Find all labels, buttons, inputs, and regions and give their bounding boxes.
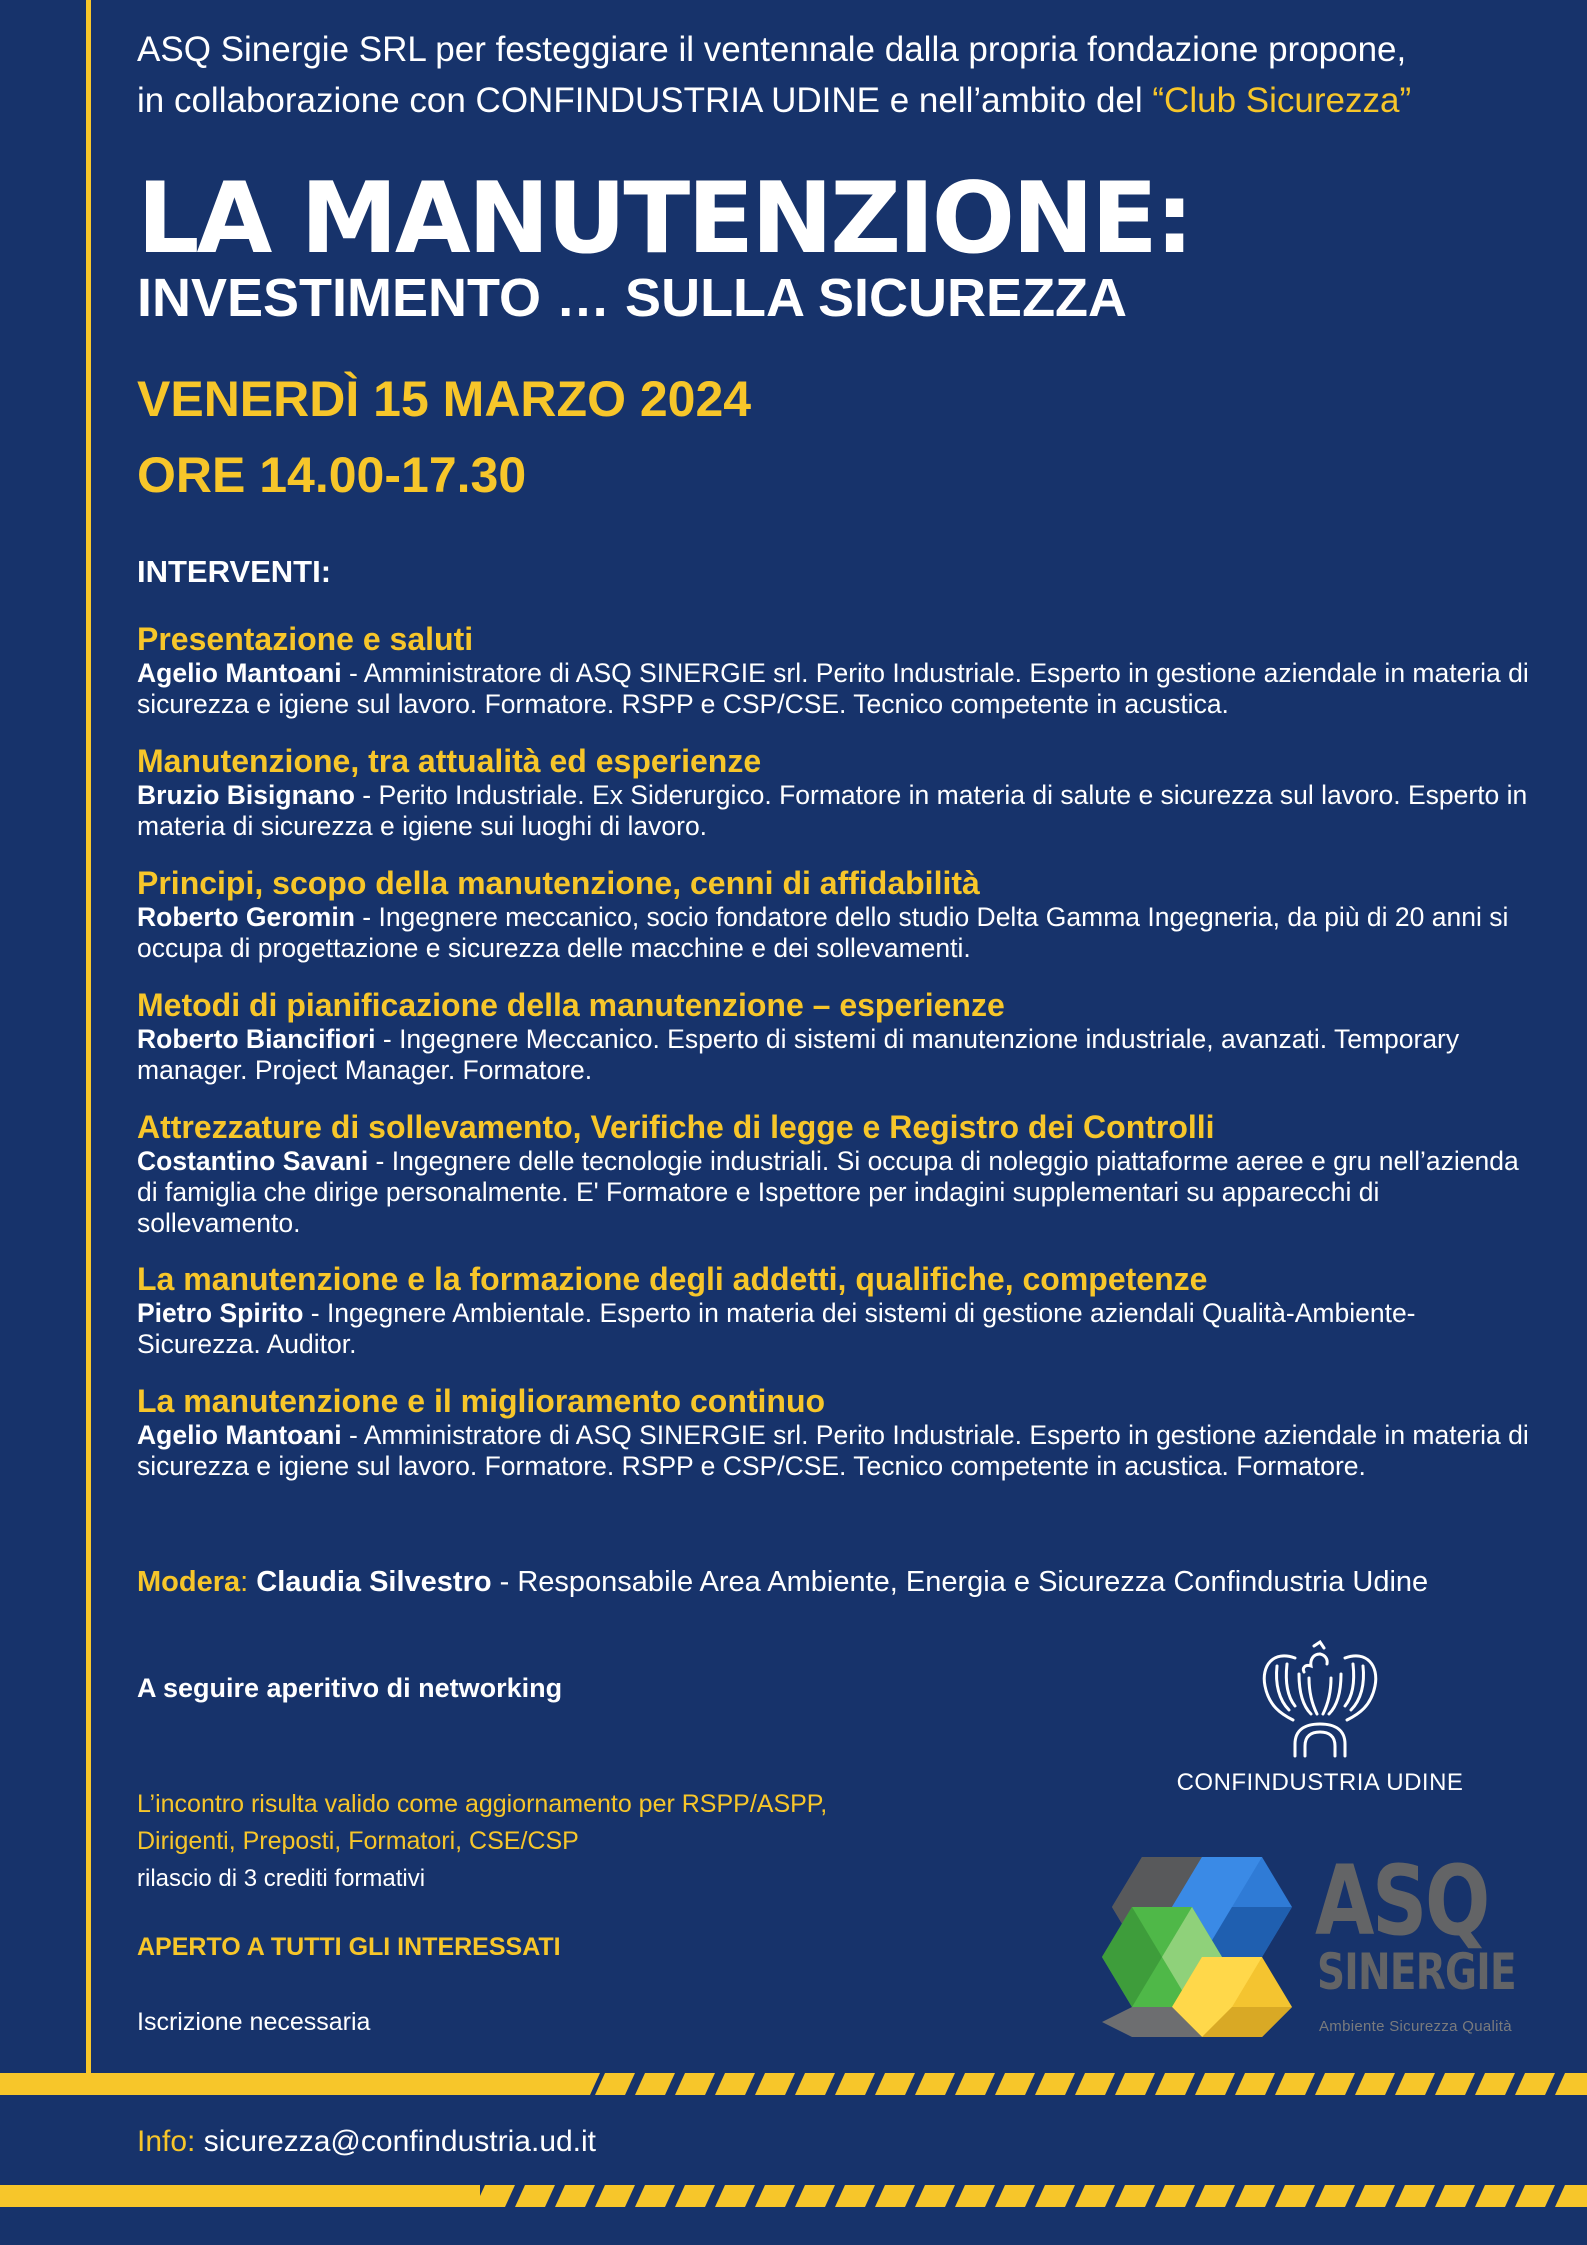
interventi-heading: INTERVENTI:	[137, 554, 332, 589]
talk-title: Metodi di pianificazione della manutenzione – esperienze	[137, 987, 1005, 1023]
speaker-name: Roberto Geromin	[137, 902, 355, 932]
talk-description	[137, 658, 1537, 720]
speaker-bio: - Ingegnere meccanico, socio fondatore dello studio Delta Gamma Ingegneria, da più di 20 anni si occupa di progettazione e sicurezza delle macchine e dei sollevamenti.	[137, 902, 1509, 963]
moderator-name: Claudia Silvestro	[256, 1566, 492, 1598]
intro-text	[137, 24, 1537, 126]
moderator-label: Modera	[137, 1566, 241, 1598]
confindustria-logo	[1170, 1640, 1470, 1820]
validity-note	[137, 1786, 937, 1860]
credits-note: rilascio di 3 crediti formativi	[137, 1865, 426, 1892]
hexagon-cubes-icon	[1102, 1857, 1302, 2037]
validity-line-2: Dirigenti, Preposti, Formatori, CSE/CSP	[137, 1827, 579, 1855]
intro-line-2-text: in collaborazione con CONFINDUSTRIA UDINE e nell’ambito del	[137, 81, 1153, 120]
talk-item	[137, 1260, 1537, 1382]
talk-description	[137, 1024, 1537, 1086]
speaker-bio: - Ingegnere Meccanico. Esperto di sistemi di manutenzione industriale, avanzati. Temporary manager. Project Manager. Formatore.	[137, 1024, 1460, 1085]
registration-note: Iscrizione necessaria	[137, 2008, 371, 2036]
talk-item	[137, 986, 1537, 1108]
moderator-colon: :	[240, 1566, 257, 1598]
sinergie-logo-text: SINERGIE	[1317, 1943, 1516, 2001]
info-line	[137, 2122, 596, 2162]
asq-tagline: Ambiente Sicurezza Qualità	[1319, 2018, 1512, 2035]
hazard-stripe-top	[0, 2073, 1587, 2095]
speaker-name: Agelio Mantoani	[137, 658, 342, 688]
hazard-stripe-bottom	[0, 2185, 1587, 2207]
talk-item	[137, 1382, 1537, 1534]
speaker-name: Pietro Spirito	[137, 1298, 304, 1328]
moderator-role: - Responsabile Area Ambiente, Energia e Sicurezza Confindustria Udine	[491, 1566, 1429, 1598]
asq-sinergie-logo	[1100, 1845, 1550, 2045]
speaker-bio: - Amministratore di ASQ SINERGIE srl. Perito Industriale. Esperto in gestione aziendale in materia di sicurezza e igiene sul lavoro. Formatore. RSPP e CSP/CSE. Tecnico competente in acustica. Formatore.	[137, 1420, 1529, 1481]
networking-note: A seguire aperitivo di networking	[137, 1673, 563, 1703]
talk-title: La manutenzione e il miglioramento continuo	[137, 1383, 826, 1419]
asq-logo-text: ASQ	[1315, 1845, 1488, 1957]
club-sicurezza-highlight: “Club Sicurezza”	[1152, 81, 1412, 120]
speaker-name: Costantino Savani	[137, 1146, 369, 1176]
talk-description	[137, 1420, 1537, 1482]
talk-description	[137, 780, 1537, 842]
validity-line-1: L’incontro risulta valido come aggiornamento per RSPP/ASPP,	[137, 1790, 828, 1818]
talk-description	[137, 902, 1537, 964]
talk-item	[137, 1108, 1537, 1260]
open-to-all-note: APERTO A TUTTI GLI INTERESSATI	[137, 1933, 561, 1961]
event-title: LA MANUTENZIONE:	[137, 162, 1192, 276]
left-accent-line	[86, 0, 91, 2078]
talk-description	[137, 1298, 1537, 1360]
moderator-line	[137, 1562, 1428, 1602]
talk-item	[137, 620, 1537, 742]
speaker-name: Roberto Biancifiori	[137, 1024, 376, 1054]
info-email-link[interactable]: sicurezza@confindustria.ud.it	[203, 2125, 597, 2158]
eagle-icon	[1255, 1640, 1385, 1760]
speaker-bio: - Amministratore di ASQ SINERGIE srl. Perito Industriale. Esperto in gestione aziendale in materia di sicurezza e igiene sul lavoro. Formatore. RSPP e CSP/CSE. Tecnico competente in acustica.	[137, 658, 1529, 719]
talk-title: La manutenzione e la formazione degli addetti, qualifiche, competenze	[137, 1261, 1208, 1297]
event-subtitle: INVESTIMENTO … SULLA SICUREZZA	[137, 268, 1128, 328]
confindustria-logo-text: CONFINDUSTRIA UDINE	[1176, 1769, 1464, 1796]
speaker-name: Bruzio Bisignano	[137, 780, 355, 810]
talk-item	[137, 864, 1537, 986]
talk-title: Presentazione e saluti	[137, 621, 474, 657]
speaker-bio: - Ingegnere delle tecnologie industriali. Si occupa di noleggio piattaforme aeree e gru nell’azienda di famiglia che dirige personalmente. E' Formatore e Ispettore per indagini supplementari su apparecchi di sollevamento.	[137, 1146, 1519, 1238]
talk-item	[137, 742, 1537, 864]
talk-description	[137, 1146, 1537, 1239]
talks-list	[137, 620, 1537, 1534]
talk-title: Attrezzature di sollevamento, Verifiche di legge e Registro dei Controlli	[137, 1109, 1215, 1145]
event-time: ORE 14.00-17.30	[137, 447, 527, 503]
speaker-bio: - Perito Industriale. Ex Siderurgico. Formatore in materia di salute e sicurezza sul lavoro. Esperto in materia di sicurezza e igiene sui luoghi di lavoro.	[137, 780, 1528, 841]
speaker-name: Agelio Mantoani	[137, 1420, 342, 1450]
talk-title: Manutenzione, tra attualità ed esperienze	[137, 743, 762, 779]
intro-line-1: ASQ Sinergie SRL per festeggiare il ventennale dalla propria fondazione propone,	[137, 30, 1407, 69]
intro-line-2	[137, 75, 1537, 126]
info-label: Info:	[137, 2125, 204, 2158]
speaker-bio: - Ingegnere Ambientale. Esperto in materia dei sistemi di gestione aziendali Qualità-Ambiente-Sicurezza. Auditor.	[137, 1298, 1416, 1359]
talk-title: Principi, scopo della manutenzione, cenni di affidabilità	[137, 865, 980, 901]
event-date: VENERDÌ 15 MARZO 2024	[137, 371, 752, 427]
